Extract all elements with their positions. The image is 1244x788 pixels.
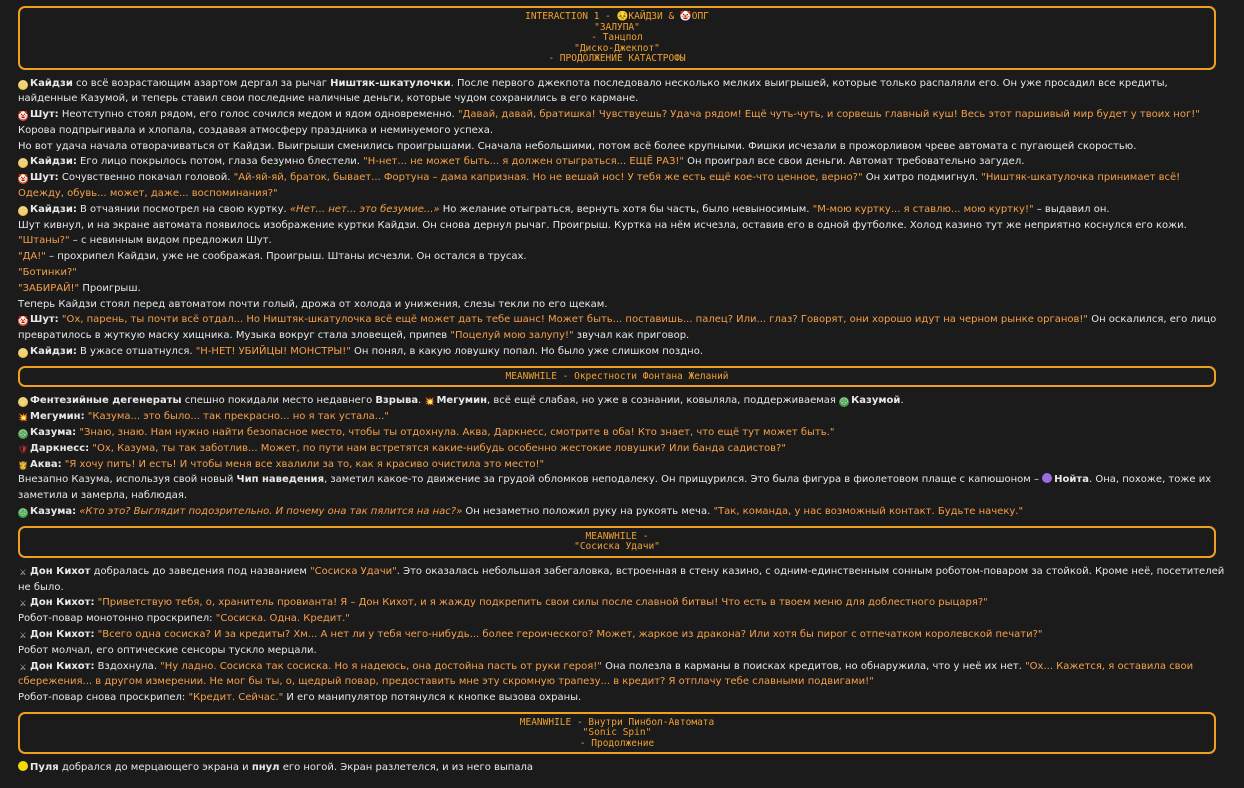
quote-text: "Приветствую тебя, о, хранитель провианта! Я – Дон Кихот, и я жажду подкрепить свои силы после славной битвы! Что есть в твоем меню для доблестного рыцаря?" — [97, 597, 988, 609]
quote-text: "ДА!" — [18, 251, 46, 263]
quote-text: "Знаю, знаю. Нам нужно найти безопасное место, чтобы ты отдохнула. Аква, Даркнесс, смотрите в оба! Кто знает, что ещё тут может быть." — [79, 426, 835, 438]
name-text: Казума: — [30, 426, 77, 438]
narration-text: Его лицо покрылось потом, глаза безумно блестели. — [76, 156, 364, 168]
name-text: Даркнесс: — [30, 442, 90, 454]
message-line — [18, 265, 1226, 281]
message-line — [18, 611, 1226, 627]
name-text: Дон Кихот: — [30, 597, 95, 609]
clown-face-icon: 🤡 — [18, 316, 28, 326]
narration-text: Неотступно стоял рядом, его голос сочился медом и ядом одновременно. — [58, 109, 459, 121]
message-line — [18, 218, 1226, 234]
banner-line: MEANWHILE - — [585, 530, 649, 542]
message-line — [18, 202, 1226, 218]
narration-text: – с невинным видом предложил Шут. — [69, 235, 272, 247]
quote-text: "Ну ладно. Сосиска так сосиска. Но я надеюсь, она достойна пасть от руки героя!" — [160, 660, 602, 672]
name-text: Дон Кихот — [30, 565, 91, 577]
name-text: Казумой — [851, 395, 901, 407]
name-text: Аква: — [30, 458, 62, 470]
narration-text: В отчаянии посмотрел на свою куртку. — [76, 203, 290, 215]
quote-text: "Ботинки?" — [18, 267, 77, 279]
banner-line: - ПРОДОЛЖЕНИЕ КАТАСТРОФЫ — [548, 53, 686, 64]
message-line — [18, 643, 1226, 659]
banner-line: - Танцпол — [591, 32, 643, 43]
quote-text: "Кредит. Сейчас." — [188, 692, 284, 704]
kaidzi-face-icon: 😣 — [18, 158, 28, 168]
quote-text: "Ай-яй-яй, браток, бывает... Фортуна – дама капризная. Но не вешай нос! У тебя же есть ещё кое-что ценное, верно?" — [233, 172, 863, 184]
kaidzi-face-icon: 😣 — [18, 205, 28, 215]
name-text: Казума: — [30, 505, 77, 517]
crossed-swords-icon: ⚔ — [19, 630, 27, 640]
purple-circle-icon — [1042, 473, 1052, 483]
name-text: Шут: — [30, 314, 59, 326]
story-section — [18, 6, 1226, 360]
narration-text: Он хитро подмигнул. — [862, 172, 982, 184]
message-line — [18, 504, 1226, 520]
message-line — [18, 76, 1226, 108]
message-line — [18, 425, 1226, 441]
princess-icon: 👸 — [18, 460, 28, 470]
section-banner — [18, 6, 1216, 70]
quote-text: "Н-нет... не может быть... я должен отыграться... ЕЩЁ РАЗ!" — [363, 156, 684, 168]
narration-text: , всё ещё слабая, но уже в сознании, ковыляла, поддерживаемая — [487, 395, 840, 407]
quote-text: "Ништяк-шкатулочка принимает всё! Одежду, обувь... может, даже... воспоминания?" — [18, 172, 1181, 200]
section-banner — [18, 712, 1216, 755]
quote-text: "Давай, давай, братишка! Чувствуешь? Удача рядом! Ещё чуть-чуть, и сорвешь главный куш! Весь этот паршивый мир будет у твоих ног!" — [458, 109, 1200, 121]
message-line — [18, 595, 1226, 611]
explosion-icon: 💥 — [18, 413, 28, 423]
message-line — [18, 409, 1226, 425]
message-line — [18, 344, 1226, 360]
name-text: Пуля — [30, 762, 59, 774]
narration-text: Корова подпрыгивала и хлопала, создавая атмосферу праздника и неминуемого успеха. — [18, 124, 493, 136]
banner-line: "Sonic Spin" — [582, 727, 652, 739]
quote-text: "Сосиска Удачи" — [310, 565, 397, 577]
green-face-icon: ☹ — [18, 507, 28, 517]
name-text: Кайдзи: — [30, 156, 77, 168]
message-line — [18, 297, 1226, 313]
narration-text: . Она, похоже, тоже их заметила и замерла, наблюдая. — [18, 474, 1212, 502]
quote-text: "М-мою куртку... я ставлю... мою куртку!" — [812, 203, 1034, 215]
message-line — [18, 659, 1226, 691]
message-line — [18, 233, 1226, 249]
banner-line: MEANWHILE - Окрестности Фонтана Желаний — [505, 370, 729, 382]
banner-line: - Продолжение — [579, 737, 655, 749]
green-face-icon: ☹ — [18, 428, 28, 438]
name-text: Кайдзи: — [30, 346, 77, 358]
narration-text: Робот-повар монотонно проскрипел: — [18, 613, 216, 625]
narration-text: Внезапно Казума, используя свой новый — [18, 474, 237, 486]
name-text: Мегумин: — [30, 411, 85, 423]
name-text: Ништяк-шкатулочки — [330, 77, 451, 89]
crossed-swords-icon: ⚔ — [19, 599, 27, 609]
quote-text: "Ох, парень, ты почти всё отдал... Но Ништяк-шкатулочка всё ещё может дать тебе шанс! Может быть... поставишь... палец? Или... глаз? Говорят, они хорошо идут на черном рынке органов!" — [61, 314, 1089, 326]
kaidzi-face-icon: 😣 — [18, 348, 28, 358]
message-line — [18, 393, 1226, 409]
message-line — [18, 139, 1226, 155]
quote-text: "Штаны?" — [18, 235, 70, 247]
narration-text: добралась до заведения под названием — [90, 565, 311, 577]
name-text: Кайдзи: — [30, 203, 77, 215]
story-section — [18, 366, 1226, 520]
quote-text: "Всего одна сосиска? И за кредиты? Хм... А нет ли у тебя чего-нибудь... более героического? Может, жаркое из дракона? Или хотя бы пирог с отпечатком королевской печати?" — [97, 628, 1043, 640]
quote-text: «Нет... нет... это безумие...» — [289, 203, 440, 215]
message-line — [18, 564, 1226, 596]
quote-text: "Так, команда, у нас возможный контакт. Будьте начеку." — [713, 505, 1024, 517]
narration-text: Он понял, в какую ловушку попал. Но было уже слишком поздно. — [350, 346, 703, 358]
shield-icon: 🛡 — [18, 444, 29, 454]
quote-text: "Н-НЕТ! УБИЙЦЫ! МОНСТРЫ!" — [195, 346, 351, 358]
message-line — [18, 312, 1226, 344]
narration-text: Робот-повар снова проскрипел: — [18, 692, 189, 704]
narration-text: Он проиграл все свои деньги. Автомат требовательно загудел. — [683, 156, 1025, 168]
message-line — [18, 107, 1226, 139]
clown-face-icon: 🤡 — [18, 111, 28, 121]
narration-text: Но вот удача начала отворачиваться от Кайдзи. Выигрыши сменились проигрышами. Сначала небольшими, потом всё более крупными. Фишки исчезали в прожорливом чреве автомата с пугающей скоростью. — [18, 140, 1137, 152]
quote-text: "Я хочу пить! И есть! И чтобы меня все хвалили за то, как я красиво очистила это место!" — [64, 458, 545, 470]
narration-text: его ногой. Экран разлетелся, и из него выпала — [279, 762, 533, 774]
message-line — [18, 154, 1226, 170]
message-line — [18, 760, 1226, 776]
narration-text: Проигрыш. — [79, 282, 141, 294]
story-section — [18, 712, 1226, 776]
name-text: Шут: — [30, 172, 59, 184]
name-text: Кайдзи — [30, 77, 73, 89]
banner-line: "Диско-Джекпот" — [574, 42, 660, 54]
narration-text: Теперь Кайдзи стоял перед автоматом почти голый, дрожа от холода и унижения, слезы текли по его щекам. — [18, 298, 608, 310]
message-line — [18, 457, 1226, 473]
green-face-icon: ☹ — [839, 397, 849, 407]
banner-line: INTERACTION 1 - 😣КАЙДЗИ & 🤡ОПГ — [525, 11, 709, 22]
quote-text: "ЗАБИРАЙ!" — [18, 282, 80, 294]
crossed-swords-icon: ⚔ — [19, 662, 27, 672]
narration-text: Она полезла в карманы в поисках кредитов, но обнаружила, что у неё их нет. — [601, 660, 1026, 672]
name-text: Нойта — [1054, 474, 1089, 486]
narration-text: Вздохнула. — [94, 660, 161, 672]
message-line — [18, 249, 1226, 265]
narration-text: И его манипулятор потянулся к кнопке вызова охраны. — [283, 692, 582, 704]
narration-text: . После первого джекпота последовало несколько мелких выигрышей, которые только распаляли его. Он уже просадил все кредиты, найденные Казумой, и теперь ставил свои последние наличные деньги, которые чудом сохранились в его кармане. — [18, 77, 1168, 105]
quote-text: "Сосиска. Одна. Кредит." — [215, 613, 350, 625]
winking-face-icon: 😜 — [18, 397, 28, 407]
quote-text: "Ох... Кажется, я оставила свои сбережения... в другом измерении. Не мог бы ты, о, щедрый повар, предоставить мне эту скромную трапезу... в кредит? Я отплачу тебе славными подвигами!" — [18, 660, 1194, 688]
name-text: Взрыва — [375, 395, 419, 407]
narration-text: – прохрипел Кайдзи, уже не соображая. Проигрыш. Штаны исчезли. Он остался в трусах. — [45, 251, 527, 263]
kaidzi-face-icon: 😣 — [18, 79, 28, 89]
message-line — [18, 472, 1226, 504]
name-text: Дон Кихот: — [30, 628, 95, 640]
yellow-circle-icon — [18, 761, 28, 771]
narration-text: Он незаметно положил руку на рукоять меча. — [462, 505, 714, 517]
section-banner — [18, 366, 1216, 388]
quote-text: "Казума... это было... так прекрасно... но я так устала..." — [87, 411, 389, 423]
name-text: Мегумин — [436, 395, 488, 407]
name-text: пнул — [251, 762, 280, 774]
message-line — [18, 441, 1226, 457]
name-text: Чип наведения — [236, 474, 324, 486]
narration-text: Робот молчал, его оптические сенсоры тускло мерцали. — [18, 644, 317, 656]
clown-face-icon: 🤡 — [18, 174, 28, 184]
explosion-icon: 💥 — [424, 397, 435, 407]
narration-text: Шут кивнул, и на экране автомата появилось изображение куртки Кайдзи. Он снова дернул рычаг. Проигрыш. Куртка на нём исчезла, оставив его в одной футболке. Холод казино тут же неприятно коснулся его кожи. — [18, 219, 1187, 231]
banner-line: "ЗАЛУПА" — [594, 21, 640, 33]
quote-text: "Поцелуй мою залупу!" — [450, 330, 574, 342]
quote-text: "Ох, Казума, ты так заботлив... Может, по пути нам встретятся какие-нибудь особенно жестокие ловушки? Или банда садистов?" — [92, 442, 786, 454]
message-line — [18, 281, 1226, 297]
quote-text: «Кто это? Выглядит подозрительно. И почему она так пялится на нас?» — [79, 505, 463, 517]
narration-text: Но желание отыграться, вернуть хотя бы часть, было невыносимым. — [439, 203, 813, 215]
narration-text: . — [418, 395, 425, 407]
narration-text: , заметил какое-то движение за грудой обломков неподалеку. Он прищурился. Это была фигура в фиолетовом плаще с капюшоном – — [324, 474, 1043, 486]
story-section — [18, 526, 1226, 706]
banner-line: MEANWHILE - Внутри Пинбол-Автомата — [519, 716, 715, 728]
narration-text: добрался до мерцающего экрана и — [58, 762, 252, 774]
name-text: Фентезийные дегенераты — [30, 395, 182, 407]
narration-text: . Это оказалась небольшая забегаловка, встроенная в стену казино, с одним-единственным сонным роботом-поваром за стойкой. Кроме неё, посетителей не было. — [18, 565, 1225, 593]
narration-text: со всё возрастающим азартом дергал за рычаг — [72, 77, 331, 89]
narration-text: Сочувственно покачал головой. — [58, 172, 234, 184]
narration-text: В ужасе отшатнулся. — [76, 346, 196, 358]
narration-text: спешно покидали место недавнего — [181, 395, 376, 407]
narration-text: – выдавил он. — [1033, 203, 1110, 215]
name-text: Шут: — [30, 109, 59, 121]
message-line — [18, 690, 1226, 706]
section-banner — [18, 526, 1216, 558]
name-text: Дон Кихот: — [30, 660, 95, 672]
message-line — [18, 627, 1226, 643]
banner-line: "Сосиска Удачи" — [574, 541, 660, 553]
narration-text: . — [900, 395, 904, 407]
crossed-swords-icon: ⚔ — [19, 567, 27, 577]
narration-text: Он оскалился, его лицо превратилось в жуткую маску хищника. Музыка вокруг стала зловещей, припев — [18, 314, 1217, 342]
message-line — [18, 170, 1226, 202]
narration-text: звучал как приговор. — [573, 330, 690, 342]
